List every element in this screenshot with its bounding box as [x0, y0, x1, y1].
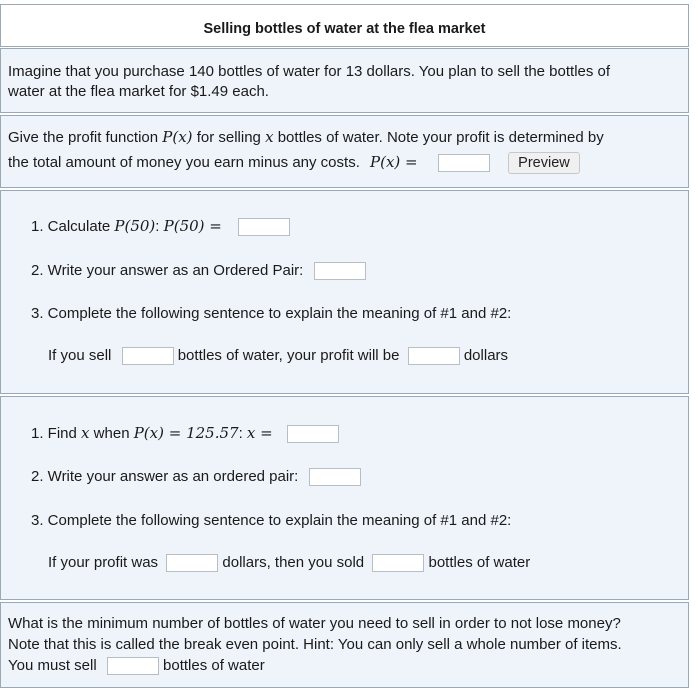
part2-sentence-a: If your profit was: [48, 554, 159, 571]
part2-sentence-c: bottles of water: [428, 554, 531, 571]
break-even-text-b: bottles of water: [163, 657, 265, 674]
break-even-input[interactable]: [107, 657, 159, 675]
part1-q1-colon: :: [155, 218, 160, 235]
part1-q1-text: 1. Calculate: [31, 218, 111, 235]
ordered-pair-input-1[interactable]: [314, 262, 366, 280]
part1-panel: [0, 190, 689, 394]
profit-text-d: the total amount of money you earn minus any costs.: [8, 153, 360, 171]
part1-question-3: 3. Complete the following sentence to explain the meaning of #1 and #2:: [31, 305, 512, 322]
profit-function-panel: [0, 115, 689, 188]
part1-sentence: [48, 347, 508, 365]
profit-line-1: [8, 128, 604, 146]
profit-text-a: Give the profit function: [8, 129, 159, 146]
bottles-sold-input-2[interactable]: [372, 554, 424, 572]
part1-question-2: [31, 262, 366, 280]
intro-panel: [0, 48, 689, 113]
page-title: Selling bottles of water at the flea market: [203, 21, 486, 37]
part2-q1-text: 1. Find: [31, 425, 77, 442]
part2-sentence: [48, 554, 530, 572]
part1-sentence-c: dollars: [463, 347, 509, 364]
bottles-sold-input[interactable]: [122, 347, 174, 365]
part2-q1-when: when: [93, 425, 130, 442]
part1-q1-math-1: P(50): [114, 217, 156, 235]
part2-question-2: [31, 468, 361, 486]
break-even-line-3: [8, 657, 265, 675]
part1-sentence-a: If you sell: [48, 347, 112, 364]
profit-function-math: P(x): [162, 128, 193, 146]
part2-q2-text: 2. Write your answer as an ordered pair:: [31, 468, 299, 485]
part2-panel: [0, 396, 689, 600]
profit-text-c: bottles of water. Note your profit is determined by: [277, 129, 604, 146]
part2-question-1: [31, 424, 339, 443]
part1-question-1: [31, 217, 290, 236]
part2-question-3: 3. Complete the following sentence to explain the meaning of #1 and #2:: [31, 512, 512, 529]
variable-x-math: x: [265, 128, 274, 146]
profit-function-input[interactable]: [438, 154, 490, 172]
part2-sentence-b: dollars, then you sold: [222, 554, 365, 571]
profit-equation-math: P(x) =: [370, 152, 418, 171]
title-panel: [0, 4, 689, 47]
part2-q1-colon: :: [238, 425, 243, 442]
profit-text-b: for selling: [196, 129, 261, 146]
intro-line-2: water at the flea market for $1.49 each.: [8, 83, 269, 100]
p50-input[interactable]: [238, 218, 290, 236]
part1-q1-math-2: P(50) =: [163, 217, 222, 235]
intro-line-1: Imagine that you purchase 140 bottles of water for 13 dollars. You plan to sell the bottles of: [8, 63, 611, 80]
preview-button[interactable]: Preview: [508, 152, 580, 174]
break-even-line-2: Note that this is called the break even point. Hint: You can only sell a whole number of items.: [8, 636, 622, 653]
break-even-text-a: You must sell: [8, 657, 97, 674]
break-even-line-1: What is the minimum number of bottles of water you need to sell in order to not lose money?: [8, 615, 621, 632]
part1-sentence-b: bottles of water, your profit will be: [177, 347, 400, 364]
part2-q1-xeq: x =: [246, 424, 273, 442]
ordered-pair-input-2[interactable]: [309, 468, 361, 486]
profit-was-input[interactable]: [166, 554, 218, 572]
part2-q1-x: x: [81, 424, 90, 442]
profit-amount-input[interactable]: [408, 347, 460, 365]
part1-q2-text: 2. Write your answer as an Ordered Pair:: [31, 262, 304, 279]
x-value-input[interactable]: [287, 425, 339, 443]
break-even-panel: [0, 602, 689, 688]
part2-q1-math: P(x) = 125.57: [133, 424, 239, 442]
profit-line-2: [8, 152, 580, 174]
